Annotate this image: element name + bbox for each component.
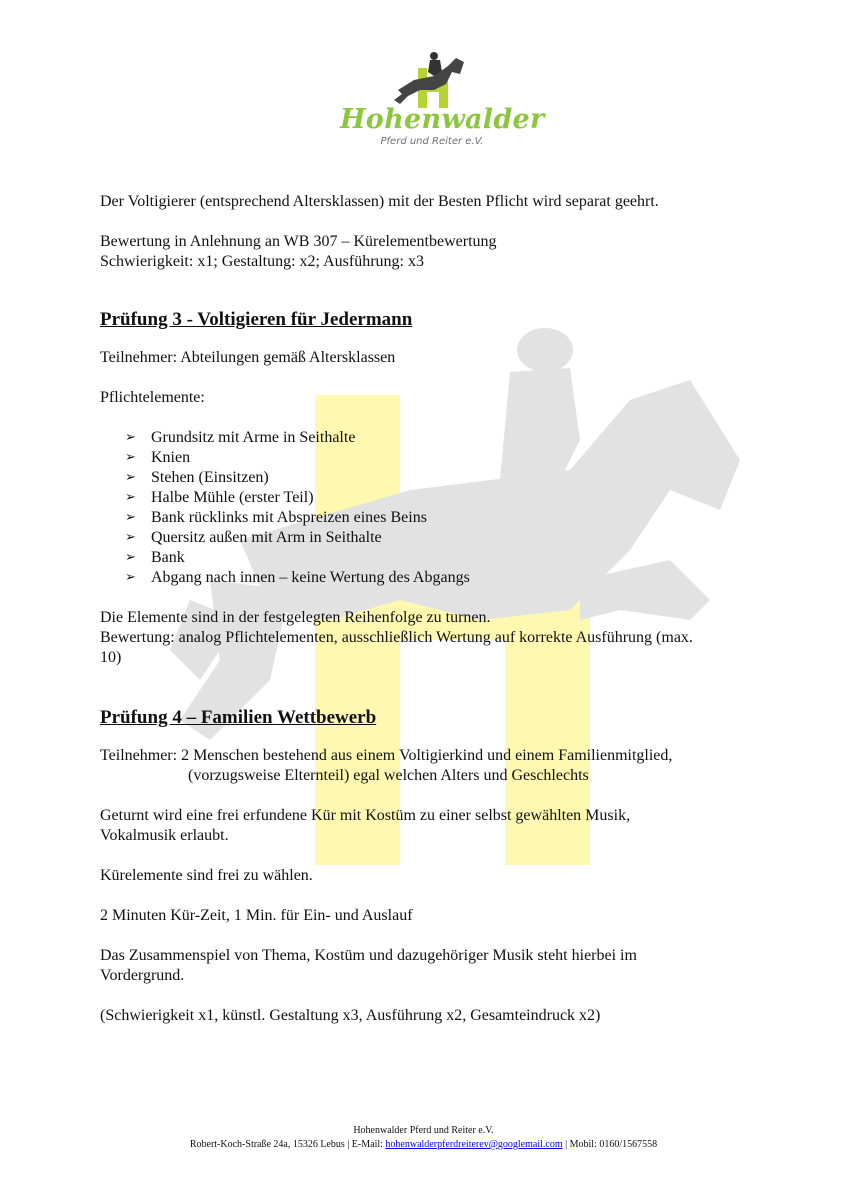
list-item: ➢ Quersitz außen mit Arm in Seithalte [125, 529, 382, 546]
kuer-line1: Geturnt wird eine frei erfundene Kür mit Kostüm zu einer selbst gewählten Musik, [100, 807, 631, 824]
section3-element-list [100, 428, 750, 588]
list-item: ➢ Bank [125, 549, 185, 566]
intro-rating-text: Bewertung in Anlehnung an WB 307 – Kürelementbewertung [100, 233, 497, 250]
footer-email-link[interactable]: hohenwalderpferdreiterev@googlemail.com [385, 1139, 563, 1150]
section4-participants [100, 746, 750, 766]
intro-weights-text: Schwierigkeit: x1; Gestaltung: x2; Ausführung: x3 [100, 253, 424, 270]
arrow-bullet-icon: ➢ [125, 450, 136, 465]
participants-label: Teilnehmer: [100, 747, 178, 764]
kuer-time-text: 2 Minuten Kür-Zeit, 1 Min. für Ein- und Auslauf [100, 907, 413, 924]
intro-honor-text: Der Voltigierer (entsprechend Altersklassen) mit der Besten Pflicht wird separat geehrt. [100, 193, 659, 210]
section3-order-note: Die Elemente sind in der festgelegten Reihenfolge zu turnen. [100, 609, 491, 626]
arrow-bullet-icon: ➢ [125, 470, 136, 485]
footer-contact [0, 1138, 847, 1152]
focus-line1: Das Zusammenspiel von Thema, Kostüm und dazugehöriger Musik steht hierbei im [100, 947, 637, 964]
list-item: ➢ Knien [125, 449, 191, 466]
section3-heading: Prüfung 3 - Voltigieren für Jedermann [100, 309, 413, 330]
arrow-bullet-icon: ➢ [125, 510, 136, 525]
arrow-bullet-icon: ➢ [125, 570, 136, 585]
focus-line2: Vordergrund. [100, 967, 185, 984]
section4-heading: Prüfung 4 – Familien Wettbewerb [100, 707, 377, 728]
arrow-bullet-icon: ➢ [125, 430, 136, 445]
arrow-bullet-icon: ➢ [125, 530, 136, 545]
arrow-bullet-icon: ➢ [125, 490, 136, 505]
footer-phone: | Mobil: 0160/1567558 [562, 1139, 658, 1150]
participants-line2: (vorzugsweise Elternteil) egal welchen Alters und Geschlechts [188, 767, 589, 784]
list-item: ➢ Bank rücklinks mit Abspreizen eines Beins [125, 509, 427, 526]
header-logo [330, 50, 545, 160]
document-body [100, 192, 750, 1026]
horse-jumper-icon [390, 50, 470, 112]
kuer-line2: Vokalmusik erlaubt. [100, 827, 229, 844]
list-item: ➢ Abgang nach innen – keine Wertung des Abgangs [125, 569, 470, 586]
list-item: ➢ Stehen (Einsitzen) [125, 469, 269, 486]
list-item: ➢ Halbe Mühle (erster Teil) [125, 489, 314, 506]
footer-address: Robert-Koch-Straße 24a, 15326 Lebus | E-Mail: [189, 1139, 386, 1150]
section3-rating-line1: Bewertung: analog Pflichtelementen, ausschließlich Wertung auf korrekte Ausführung (max. [100, 629, 693, 646]
section3-participants: Teilnehmer: Abteilungen gemäß Altersklassen [100, 349, 396, 366]
scoring-text: (Schwierigkeit x1, künstl. Gestaltung x3, Ausführung x2, Gesamteindruck x2) [100, 1007, 601, 1024]
logo-subtitle: Pferd und Reiter e.V. [380, 136, 484, 147]
section3-rating-line2: 10) [100, 649, 122, 666]
participants-line1: 2 Menschen bestehend aus einem Voltigierkind und einem Familienmitglied, [181, 747, 673, 764]
page-footer [0, 1124, 847, 1152]
list-item: ➢ Grundsitz mit Arme in Seithalte [125, 429, 356, 446]
footer-org: Hohenwalder Pferd und Reiter e.V. [353, 1125, 494, 1136]
section3-elements-label: Pflichtelemente: [100, 389, 205, 406]
logo-wordmark: Hohenwalder [340, 104, 545, 135]
kuer-elements-text: Kürelemente sind frei zu wählen. [100, 867, 313, 884]
arrow-bullet-icon: ➢ [125, 550, 136, 565]
